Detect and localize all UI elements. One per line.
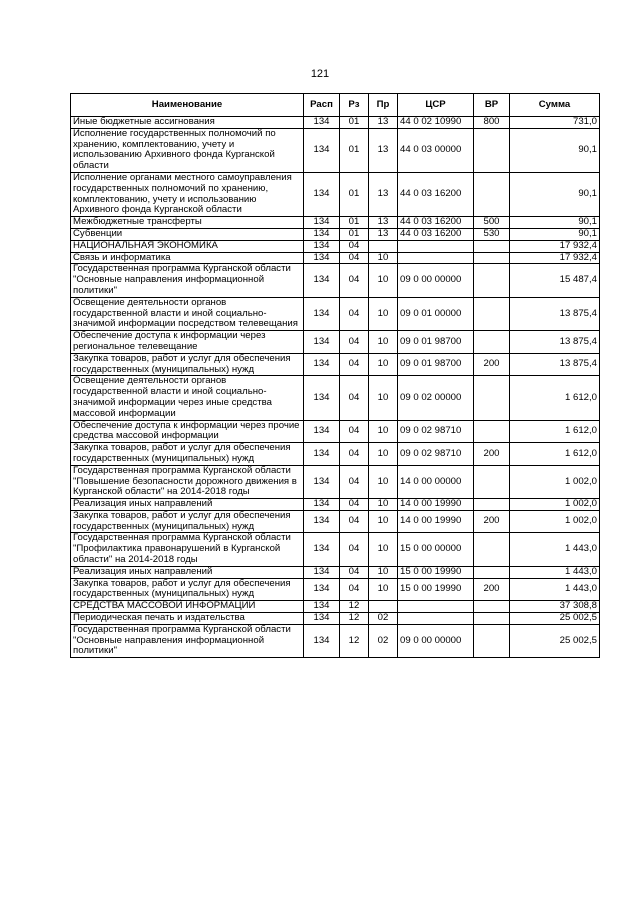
cell-csr: 09 0 02 98710 — [398, 420, 474, 443]
cell-rasp: 134 — [304, 217, 340, 229]
cell-rasp: 134 — [304, 613, 340, 625]
header-csr: ЦСР — [398, 94, 474, 117]
cell-rasp: 134 — [304, 420, 340, 443]
cell-name: Закупка товаров, работ и услуг для обеспечения государственных (муниципальных) нужд — [71, 510, 304, 533]
table-row — [71, 499, 600, 511]
cell-sum: 90,1 — [510, 172, 600, 216]
cell-rz: 01 — [340, 172, 369, 216]
cell-sum: 731,0 — [510, 117, 600, 129]
table-row — [71, 510, 600, 533]
header-rz: Рз — [340, 94, 369, 117]
cell-pr: 10 — [369, 252, 398, 264]
cell-name: НАЦИОНАЛЬНАЯ ЭКОНОМИКА — [71, 240, 304, 252]
budget-table — [70, 93, 600, 658]
cell-rz: 04 — [340, 499, 369, 511]
cell-pr: 02 — [369, 613, 398, 625]
cell-rz: 04 — [340, 376, 369, 420]
table-row — [71, 624, 600, 657]
cell-name: Освещение деятельности органов государственной власти и иной социально-значимой информации через иные средства массовой информации — [71, 376, 304, 420]
cell-csr: 15 0 00 19990 — [398, 578, 474, 601]
cell-rz: 04 — [340, 297, 369, 330]
cell-rasp: 134 — [304, 353, 340, 376]
cell-name: Иные бюджетные ассигнования — [71, 117, 304, 129]
cell-rz: 04 — [340, 510, 369, 533]
cell-rz: 12 — [340, 624, 369, 657]
cell-vr — [474, 613, 510, 625]
cell-vr — [474, 601, 510, 613]
cell-csr: 44 0 03 00000 — [398, 128, 474, 172]
cell-pr: 10 — [369, 499, 398, 511]
table-row — [71, 376, 600, 420]
cell-rasp: 134 — [304, 578, 340, 601]
cell-sum: 37 308,8 — [510, 601, 600, 613]
cell-sum: 90,1 — [510, 217, 600, 229]
cell-rasp: 134 — [304, 264, 340, 297]
cell-rasp: 134 — [304, 443, 340, 466]
table-row — [71, 443, 600, 466]
cell-rz: 04 — [340, 420, 369, 443]
cell-csr: 15 0 00 19990 — [398, 566, 474, 578]
cell-csr: 09 0 02 00000 — [398, 376, 474, 420]
cell-rz: 12 — [340, 601, 369, 613]
cell-vr — [474, 252, 510, 264]
cell-rasp: 134 — [304, 376, 340, 420]
cell-name: Связь и информатика — [71, 252, 304, 264]
cell-csr: 15 0 00 00000 — [398, 533, 474, 566]
cell-sum: 90,1 — [510, 228, 600, 240]
cell-sum: 1 612,0 — [510, 376, 600, 420]
cell-vr — [474, 172, 510, 216]
table-row — [71, 117, 600, 129]
cell-pr: 10 — [369, 264, 398, 297]
cell-pr: 13 — [369, 228, 398, 240]
table-row — [71, 420, 600, 443]
cell-pr: 10 — [369, 578, 398, 601]
cell-pr: 10 — [369, 533, 398, 566]
cell-vr: 200 — [474, 510, 510, 533]
cell-csr: 09 0 01 98700 — [398, 353, 474, 376]
cell-name: Исполнение органами местного самоуправления государственных полномочий по хранению, комплектованию, учету и использованию Архивного фонда Курганской области — [71, 172, 304, 216]
cell-csr: 09 0 01 98700 — [398, 331, 474, 354]
cell-csr: 44 0 03 16200 — [398, 217, 474, 229]
cell-name: Обеспечение доступа к информации через прочие средства массовой информации — [71, 420, 304, 443]
table-row — [71, 566, 600, 578]
cell-sum: 17 932,4 — [510, 240, 600, 252]
cell-sum: 17 932,4 — [510, 252, 600, 264]
cell-name: Реализация иных направлений — [71, 566, 304, 578]
cell-rz: 01 — [340, 117, 369, 129]
cell-sum: 25 002,5 — [510, 613, 600, 625]
table-row — [71, 533, 600, 566]
cell-rasp: 134 — [304, 499, 340, 511]
cell-vr: 530 — [474, 228, 510, 240]
cell-pr: 10 — [369, 297, 398, 330]
cell-name: Закупка товаров, работ и услуг для обеспечения государственных (муниципальных) нужд — [71, 353, 304, 376]
cell-name: Государственная программа Курганской области "Основные направления информационной политики" — [71, 264, 304, 297]
cell-name: Государственная программа Курганской области "Профилактика правонарушений в Курганской области" на 2014-2018 годы — [71, 533, 304, 566]
cell-rasp: 134 — [304, 252, 340, 264]
table-row — [71, 297, 600, 330]
cell-rz: 04 — [340, 353, 369, 376]
cell-rz: 04 — [340, 252, 369, 264]
cell-sum: 1 002,0 — [510, 510, 600, 533]
cell-vr — [474, 297, 510, 330]
cell-sum: 1 443,0 — [510, 533, 600, 566]
cell-rasp: 134 — [304, 128, 340, 172]
cell-pr: 10 — [369, 566, 398, 578]
cell-rasp: 134 — [304, 172, 340, 216]
cell-csr: 44 0 03 16200 — [398, 172, 474, 216]
table-header-row — [71, 94, 600, 117]
table-row — [71, 578, 600, 601]
cell-sum: 90,1 — [510, 128, 600, 172]
cell-sum: 1 612,0 — [510, 420, 600, 443]
cell-csr — [398, 613, 474, 625]
header-pr: Пр — [369, 94, 398, 117]
cell-pr: 13 — [369, 172, 398, 216]
cell-pr: 10 — [369, 353, 398, 376]
cell-rasp: 134 — [304, 228, 340, 240]
cell-name: Реализация иных направлений — [71, 499, 304, 511]
cell-rz: 04 — [340, 264, 369, 297]
cell-pr: 13 — [369, 128, 398, 172]
cell-vr: 200 — [474, 578, 510, 601]
cell-name: Субвенции — [71, 228, 304, 240]
cell-name: СРЕДСТВА МАССОВОЙ ИНФОРМАЦИИ — [71, 601, 304, 613]
cell-name: Межбюджетные трансферты — [71, 217, 304, 229]
cell-pr: 10 — [369, 331, 398, 354]
table-row — [71, 613, 600, 625]
cell-csr: 09 0 01 00000 — [398, 297, 474, 330]
table-row — [71, 172, 600, 216]
cell-vr — [474, 376, 510, 420]
header-name: Наименование — [71, 94, 304, 117]
cell-sum: 1 002,0 — [510, 499, 600, 511]
cell-vr — [474, 624, 510, 657]
table-body — [71, 117, 600, 658]
table-row — [71, 252, 600, 264]
cell-vr — [474, 240, 510, 252]
table-row — [71, 264, 600, 297]
cell-rz: 04 — [340, 533, 369, 566]
cell-csr: 09 0 00 00000 — [398, 264, 474, 297]
cell-rasp: 134 — [304, 297, 340, 330]
cell-vr: 200 — [474, 443, 510, 466]
cell-csr: 09 0 00 00000 — [398, 624, 474, 657]
cell-vr: 200 — [474, 353, 510, 376]
cell-sum: 1 612,0 — [510, 443, 600, 466]
cell-sum: 25 002,5 — [510, 624, 600, 657]
cell-pr: 10 — [369, 443, 398, 466]
cell-rasp: 134 — [304, 624, 340, 657]
cell-rz: 01 — [340, 128, 369, 172]
cell-vr — [474, 264, 510, 297]
cell-name: Закупка товаров, работ и услуг для обеспечения государственных (муниципальных) нужд — [71, 578, 304, 601]
cell-csr — [398, 240, 474, 252]
header-vr: ВР — [474, 94, 510, 117]
cell-csr: 09 0 02 98710 — [398, 443, 474, 466]
cell-csr: 44 0 02 10990 — [398, 117, 474, 129]
cell-name: Государственная программа Курганской области "Основные направления информационной политики" — [71, 624, 304, 657]
cell-vr: 800 — [474, 117, 510, 129]
cell-sum: 15 487,4 — [510, 264, 600, 297]
cell-pr: 10 — [369, 420, 398, 443]
cell-rasp: 134 — [304, 510, 340, 533]
cell-vr — [474, 465, 510, 498]
cell-pr: 10 — [369, 376, 398, 420]
table-row — [71, 240, 600, 252]
table-row — [71, 228, 600, 240]
cell-rasp: 134 — [304, 533, 340, 566]
cell-pr: 10 — [369, 510, 398, 533]
cell-pr: 10 — [369, 465, 398, 498]
cell-rz: 01 — [340, 228, 369, 240]
cell-rasp: 134 — [304, 465, 340, 498]
cell-csr: 14 0 00 19990 — [398, 499, 474, 511]
cell-pr: 13 — [369, 117, 398, 129]
table-row — [71, 601, 600, 613]
cell-name: Обеспечение доступа к информации через региональное телевещание — [71, 331, 304, 354]
cell-vr: 500 — [474, 217, 510, 229]
cell-rz: 04 — [340, 240, 369, 252]
cell-pr — [369, 240, 398, 252]
cell-csr: 44 0 03 16200 — [398, 228, 474, 240]
cell-rz: 04 — [340, 578, 369, 601]
cell-pr: 13 — [369, 217, 398, 229]
table-row — [71, 465, 600, 498]
cell-pr — [369, 601, 398, 613]
cell-rasp: 134 — [304, 117, 340, 129]
cell-sum: 13 875,4 — [510, 297, 600, 330]
cell-name: Освещение деятельности органов государственной власти и иной социально-значимой информации посредством телевещания — [71, 297, 304, 330]
cell-rz: 04 — [340, 566, 369, 578]
cell-csr: 14 0 00 00000 — [398, 465, 474, 498]
cell-csr — [398, 252, 474, 264]
cell-name: Закупка товаров, работ и услуг для обеспечения государственных (муниципальных) нужд — [71, 443, 304, 466]
cell-sum: 13 875,4 — [510, 353, 600, 376]
cell-rasp: 134 — [304, 566, 340, 578]
cell-sum: 1 443,0 — [510, 578, 600, 601]
table-row — [71, 128, 600, 172]
table-row — [71, 217, 600, 229]
cell-rasp: 134 — [304, 601, 340, 613]
page-number: 121 — [310, 68, 330, 80]
cell-sum: 1 002,0 — [510, 465, 600, 498]
cell-sum: 13 875,4 — [510, 331, 600, 354]
cell-vr — [474, 331, 510, 354]
cell-pr: 02 — [369, 624, 398, 657]
cell-vr — [474, 566, 510, 578]
cell-sum: 1 443,0 — [510, 566, 600, 578]
cell-csr: 14 0 00 19990 — [398, 510, 474, 533]
table-row — [71, 353, 600, 376]
header-rasp: Расп — [304, 94, 340, 117]
cell-rz: 04 — [340, 465, 369, 498]
cell-rasp: 134 — [304, 331, 340, 354]
cell-name: Государственная программа Курганской области "Повышение безопасности дорожного движения в Курганской области" на 2014-2018 годы — [71, 465, 304, 498]
table-row — [71, 331, 600, 354]
cell-rz: 04 — [340, 443, 369, 466]
cell-rasp: 134 — [304, 240, 340, 252]
cell-name: Исполнение государственных полномочий по хранению, комплектованию, учету и использованию Архивного фонда Курганской области — [71, 128, 304, 172]
cell-vr — [474, 533, 510, 566]
cell-csr — [398, 601, 474, 613]
cell-vr — [474, 420, 510, 443]
cell-name: Периодическая печать и издательства — [71, 613, 304, 625]
cell-rz: 12 — [340, 613, 369, 625]
header-sum: Сумма — [510, 94, 600, 117]
cell-vr — [474, 499, 510, 511]
cell-vr — [474, 128, 510, 172]
cell-rz: 01 — [340, 217, 369, 229]
cell-rz: 04 — [340, 331, 369, 354]
